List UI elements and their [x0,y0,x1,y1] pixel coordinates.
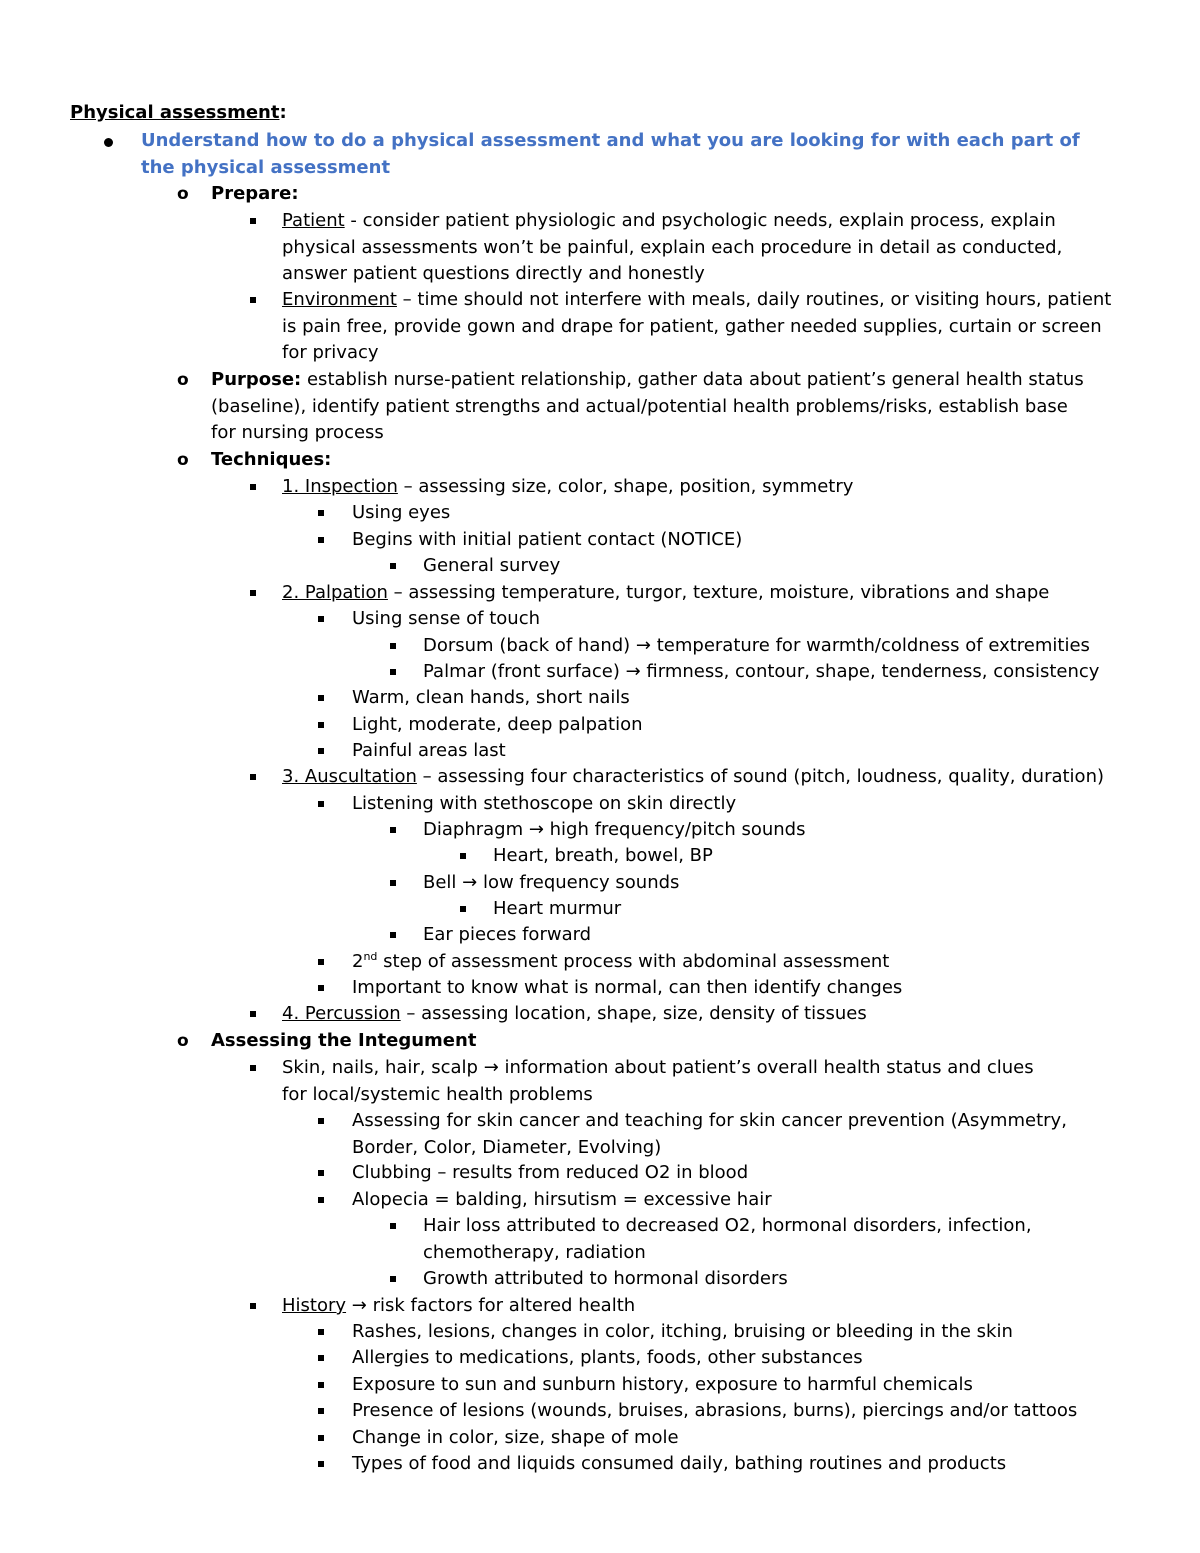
bullet-square [318,1408,324,1414]
patient-text: - consider patient physiologic and psychologic needs, explain process, explain physical assessments won’t be painful, explain each procedure in detail as conducted, answer patient questions directly and honestly [282,210,1063,284]
bullet-square [318,985,324,991]
auscultation [282,764,1104,790]
bullet-square [318,1382,324,1388]
clubbing: Clubbing – results from reduced O2 in blood [352,1162,749,1183]
warm-hands: Warm, clean hands, short nails [352,687,630,708]
bullet-square [318,1197,324,1203]
bullet-square [318,510,324,516]
growth: Growth attributed to hormonal disorders [423,1268,788,1289]
bullet-square [318,1435,324,1441]
bullet-square [390,932,396,938]
inspection-text: – assessing size, color, shape, position, symmetry [397,476,854,497]
bullet-square [390,827,396,833]
second-num: 2 [352,951,364,972]
ear-pieces: Ear pieces forward [423,924,592,945]
presence-lesions: Presence of lesions (wounds, bruises, abrasions, burns), piercings and/or tattoos [352,1400,1078,1421]
types-food: Types of food and liquids consumed daily, bathing routines and products [352,1453,1007,1474]
second-step [352,949,889,975]
exposure: Exposure to sun and sunburn history, exposure to harmful chemicals [352,1374,973,1395]
bullet-square [318,1118,324,1124]
bullet-square [390,880,396,886]
bullet-square [318,1170,324,1176]
bullet-disc [104,138,113,147]
bullet-circle: o [177,370,189,390]
dorsum: Dorsum (back of hand) → temperature for warmth/coldness of extremities [423,635,1090,656]
palpation [282,580,1049,606]
heart-breath: Heart, breath, bowel, BP [493,845,713,866]
heart-murmur: Heart murmur [493,898,622,919]
important-normal: Important to know what is normal, can then identify changes [352,977,903,998]
environment-label: Environment [282,289,397,310]
title-colon: : [279,102,287,123]
auscultation-label: 3. Auscultation [282,766,417,787]
bullet-square [460,906,466,912]
palpation-text: – assessing temperature, turgor, texture, moisture, vibrations and shape [387,582,1050,603]
auscultation-text: – assessing four characteristics of sound (pitch, loudness, quality, duration) [416,766,1104,787]
alopecia: Alopecia = balding, hirsutism = excessive hair [352,1189,772,1210]
diaphragm: Diaphragm → high frequency/pitch sounds [423,819,806,840]
bullet-square [250,1011,256,1017]
hair-loss: Hair loss attributed to decreased O2, hormonal disorders, infection, chemotherapy, radiation [423,1215,1032,1263]
objective-text: Understand how to do a physical assessment and what you are looking for with each part of the physical assessment [141,130,1080,178]
bullet-circle: o [177,1031,189,1051]
bullet-square [318,1461,324,1467]
bullet-square [318,801,324,807]
palpation-label: 2. Palpation [282,582,388,603]
purpose-label: Purpose: [211,369,302,390]
using-eyes: Using eyes [352,502,451,523]
purpose [211,367,1091,447]
percussion-label: 4. Percussion [282,1003,401,1024]
bullet-square [318,616,324,622]
history-label: History [282,1295,347,1316]
bullet-square [390,643,396,649]
bullet-circle: o [177,184,189,204]
purpose-text: establish nurse-patient relationship, gather data about patient’s general health status (baseline), identify patient strengths and actual/potential health problems/risks, establish base for nursing process [211,369,1084,443]
techniques-label: Techniques: [211,449,332,470]
bullet-square [390,669,396,675]
bullet-square [460,853,466,859]
bullet-square [390,563,396,569]
bullet-square [390,1276,396,1282]
bullet-square [318,748,324,754]
bell: Bell → low frequency sounds [423,872,680,893]
skin-cancer: Assessing for skin cancer and teaching for skin cancer prevention (Asymmetry, Border, Color, Diameter, Evolving) [352,1110,1067,1158]
listening: Listening with stethoscope on skin directly [352,793,737,814]
bullet-square [318,1329,324,1335]
bullet-square [250,1065,256,1071]
bullet-square [250,218,256,224]
page-title [70,100,287,126]
sense-of-touch: Using sense of touch [352,608,540,629]
bullet-square [318,959,324,965]
history [282,1293,635,1319]
skin-nails: Skin, nails, hair, scalp → information about patient’s overall health status and clues for local/systemic health problems [282,1057,1034,1105]
rashes: Rashes, lesions, changes in color, itching, bruising or bleeding in the skin [352,1321,1013,1342]
environment-text: – time should not interfere with meals, daily routines, or visiting hours, patient is pain free, provide gown and drape for patient, gather needed supplies, curtain or screen for privacy [282,289,1112,363]
bullet-square [250,484,256,490]
bullet-square [318,537,324,543]
history-text: → risk factors for altered health [346,1295,636,1316]
change-mole: Change in color, size, shape of mole [352,1427,679,1448]
light-palpation: Light, moderate, deep palpation [352,714,643,735]
painful-last: Painful areas last [352,740,506,761]
palmar: Palmar (front surface) → firmness, contour, shape, tenderness, consistency [423,661,1100,682]
inspection-label: 1. Inspection [282,476,398,497]
patient-label: Patient [282,210,345,231]
bullet-circle: o [177,450,189,470]
percussion-text: – assessing location, shape, size, density of tissues [400,1003,867,1024]
second-text: step of assessment process with abdominal assessment [377,951,890,972]
bullet-square [318,722,324,728]
bullet-square [250,590,256,596]
bullet-square [250,297,256,303]
prepare-environment [282,287,1112,367]
bullet-square [250,774,256,780]
allergies: Allergies to medications, plants, foods, other substances [352,1347,863,1368]
bullet-square [250,1303,256,1309]
percussion [282,1001,867,1027]
title-text: Physical assessment [70,102,280,123]
bullet-square [390,1223,396,1229]
second-sup: nd [363,950,378,963]
bullet-square [318,695,324,701]
begins-with: Begins with initial patient contact (NOTICE) [352,529,743,550]
general-survey: General survey [423,555,561,576]
inspection [282,474,853,500]
bullet-square [318,1355,324,1361]
integument-label: Assessing the Integument [211,1030,477,1051]
prepare-label: Prepare: [211,183,299,204]
prepare-patient [282,208,1112,288]
